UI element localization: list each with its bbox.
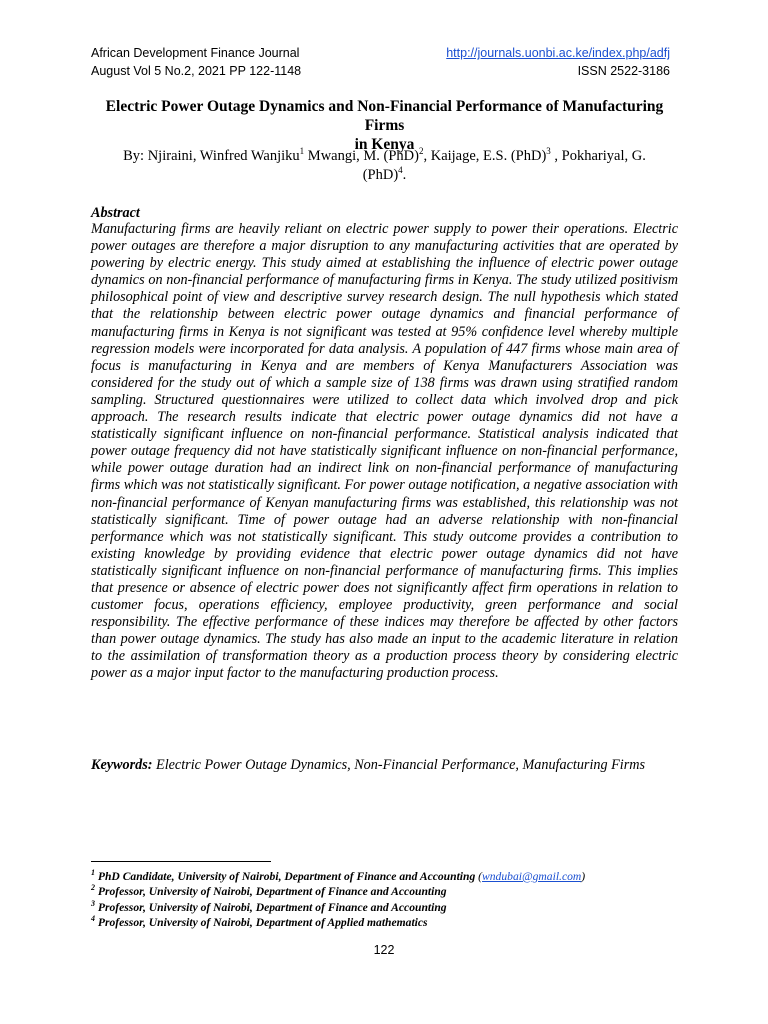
keywords-list: Electric Power Outage Dynamics, Non-Financial Performance, Manufacturing Firms <box>152 757 646 773</box>
journal-url-link[interactable]: http://journals.uonbi.ac.ke/index.php/adfj <box>446 46 670 60</box>
footnote-marker: 4 <box>91 914 95 924</box>
journal-header-right <box>446 44 670 80</box>
footnote-paren-close: ) <box>581 870 586 883</box>
author-4-marker: 4 <box>398 164 403 175</box>
footnote-text: PhD Candidate, University of Nairobi, Department of Finance and Accounting <box>95 870 479 883</box>
journal-name: African Development Finance Journal <box>91 46 300 60</box>
keywords-label: Keywords: <box>91 757 153 773</box>
author-2: Mwangi, M. (PhD) <box>304 148 419 164</box>
footnote-marker: 1 <box>91 868 95 878</box>
author-4-degree: (PhD) <box>362 166 399 183</box>
footnote-divider <box>91 861 271 862</box>
title-line-2: in Kenya <box>354 136 415 153</box>
footnote-1 <box>91 869 691 884</box>
footnote-marker: 2 <box>91 883 95 893</box>
abstract-heading: Abstract <box>91 205 140 221</box>
footnote-3 <box>91 900 691 915</box>
footnote-paren-open: ( <box>478 870 483 883</box>
author-1: By: Njiraini, Winfred Wanjiku <box>123 148 300 164</box>
footnote-text: Professor, University of Nairobi, Department of Finance and Accounting <box>95 900 447 914</box>
author-1-marker: 1 <box>299 146 305 157</box>
footnote-2 <box>91 884 691 899</box>
author-3: , Kaijage, E.S. (PhD) <box>423 148 547 164</box>
author-2-marker: 2 <box>418 146 424 157</box>
footnote-marker: 3 <box>91 898 95 908</box>
journal-header-left <box>91 44 301 80</box>
author-4: , Pokhariyal, G. <box>550 148 646 164</box>
footnotes <box>91 869 691 930</box>
page-number: 122 <box>373 943 395 957</box>
author-email-link[interactable]: wndubai@gmail.com <box>482 870 582 883</box>
abstract-body: Manufacturing firms are heavily reliant on electric power supply to power their operations. Electric power outages are therefore a major disruption to any manufacturing activities that are operated by powering by electric energy. This study aimed at establishing the influence of electric power outage dynamics on non-financial performance of manufacturing firms in Kenya. The study utilized positivism philosophical point of view and descriptive survey research design. The null hypothesis which stated that the relationship between electric power outage dynamics and financial performance of manufacturing firms in Kenya is not significant was tested at 95% confidence level whereby multiple regression models were incorporated for data analysis. A population of 447 firms whose main area of focus is manufacturing in Kenya and are members of Kenya Manufacturers Association was considered for the study out of which a sample size of 138 firms was drawn using stratified random sampling. Structured questionnaires were utilized to collect data which involved drop and pick approach. The research results indicate that electric power outage dynamics did not have a statistically significant influence on non-financial performance. Statistical analysis indicated that power outage frequency did not have statistically significant influence on non-financial performance, while power outage duration had an indirect link on non-financial performance of manufacturing firms which was not statistically significant. For power outage notification, a negative association with non-financial performance of Kenyan manufacturing firms was established, this relationship was not statistically significant. Time of power outage had an adverse relationship with non-financial performance which was not statistically significant. This study outcome provides a contribution to existing knowledge by providing evidence that electric power outage dynamics did not have statistically significant influence on non-financial performance of manufacturing firms. This implies that presence or absence of electric power does not significantly affect firm operations in relation to customer focus, operations efficiency, employee productivity, green performance and social responsibility. The effective performance of these indices may therefore be affected by other factors than power outage dynamics. The study has also made an input to the academic literature in relation to the assimilation of transformation theory as a production process theory by considering electric power as a major input factor to the manufacturing production process. <box>91 221 678 682</box>
author-list-end: . <box>402 166 407 183</box>
author-3-marker: 3 <box>546 146 551 157</box>
keywords-paragraph <box>91 757 678 775</box>
footnote-4 <box>91 915 691 930</box>
footnote-text: Professor, University of Nairobi, Department of Applied mathematics <box>95 915 428 929</box>
issue-info: August Vol 5 No.2, 2021 PP 122-1148 <box>91 64 302 78</box>
author-list <box>91 147 678 184</box>
footnote-text: Professor, University of Nairobi, Department of Finance and Accounting <box>95 885 447 899</box>
issn: ISSN 2522-3186 <box>577 64 670 78</box>
title-line-1: Electric Power Outage Dynamics and Non-Financial Performance of Manufacturing Firms <box>105 98 664 134</box>
